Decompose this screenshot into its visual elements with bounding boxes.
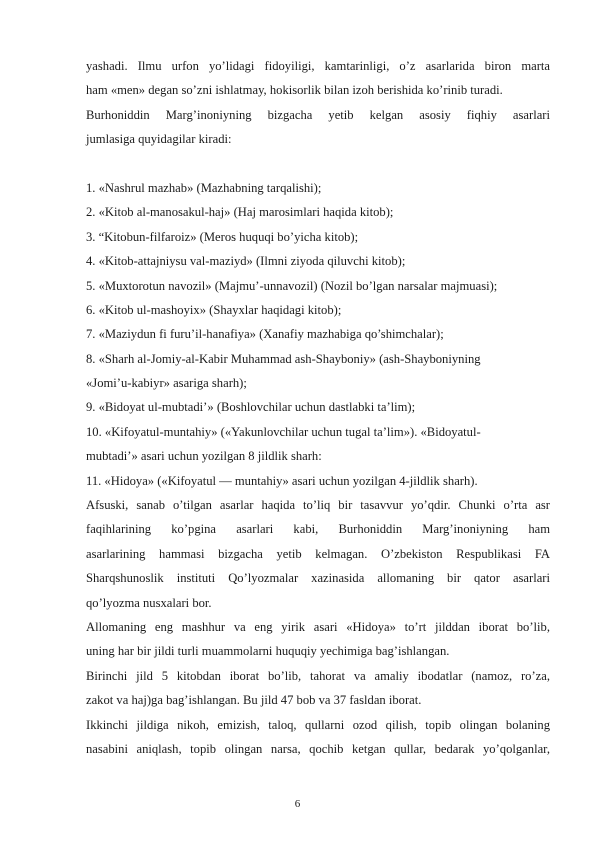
text-line: nasabini aniqlash, topib olingan narsa, qochib ketgan qullar, bedarak yo’qolganlar, [86, 741, 550, 756]
text-line: Allomaning eng mashhur va eng yirik asari «Hidoya» to’rt jilddan iborat bo’lib, [86, 619, 550, 634]
text-line: zakot va haj)ga bag’ishlangan. Bu jild 47 bob va 37 fasldan iborat. [86, 693, 422, 708]
text-line: 1. «Nashrul mazhab» (Mazhabning tarqalishi); [86, 180, 322, 195]
text-line: 2. «Kitob al-manosakul-haj» (Haj marosimlari haqida kitob); [86, 205, 394, 220]
text-line: Sharqshunoslik instituti Qo’lyozmalar xazinasida allomaning bir qator asarlari [86, 571, 550, 586]
text-line [86, 152, 550, 176]
text-line: 8. «Sharh al-Jomiy-al-Kabir Muhammad ash-Shayboniy» (ash-Shayboniyning [86, 351, 481, 366]
text-line: 3. “Kitobun-filfaroiz» (Meros huquqi bo’yicha kitob); [86, 229, 359, 244]
page-body-text [86, 54, 550, 761]
text-line: 11. «Hidoya» («Kifoyatul — muntahiy» asari uchun yozilgan 4-jildlik sharh). [86, 473, 478, 488]
text-line: uning har bir jildi turli muammolarni huquqiy yechimiga bag’ishlangan. [86, 644, 450, 659]
text-line: ham «men» degan so’zni ishlatmay, hokisorlik bilan izoh berishida ko’rinib turadi. [86, 83, 503, 98]
text-line: 9. «Bidoyat ul-mubtadi’» (Boshlovchilar uchun dastlabki ta’lim); [86, 400, 416, 415]
text-line: Afsuski, sanab o’tilgan asarlar haqida to’liq bir tasavvur yo’qdir. Chunki o’rta asr [86, 498, 550, 513]
text-line: 6. «Kitob ul-mashoyix» (Shayxlar haqidagi kitob); [86, 302, 342, 317]
text-line: asarlarining hammasi bizgacha yetib kelmagan. O’zbekiston Respublikasi FA [86, 546, 550, 561]
text-line: 4. «Kitob-attajniysu val-maziyd» (Ilmni ziyoda qiluvchi kitob); [86, 254, 406, 269]
text-line: 7. «Maziydun fi furu’il-hanafiya» (Xanafiy mazhabiga qo’shimchalar); [86, 327, 444, 342]
text-line: mubtadi’» asari uchun yozilgan 8 jildlik sharh: [86, 449, 322, 464]
text-line: 5. «Muxtorotun navozil» (Majmu’-unnavozil) (Nozil bo’lgan narsalar majmuasi); [86, 278, 498, 293]
text-line: yashadi. Ilmu urfon yo’lidagi fidoyiligi, kamtarinligi, o’z asarlarida biron marta [86, 59, 550, 73]
text-line: 10. «Kifoyatul-muntahiy» («Yakunlovchilar uchun tugal ta’lim»). «Bidoyatul- [86, 424, 481, 439]
text-line: Ikkinchi jildiga nikoh, emizish, taloq, qullarni ozod qilish, topib olingan bolaning [86, 717, 550, 732]
text-line: faqihlarining ko’pgina asarlari kabi, Burhoniddin Marg’inoniyning ham [86, 522, 550, 537]
text-line: «Jomi’u-kabiyr» asariga sharh); [86, 376, 247, 391]
text-line: Burhoniddin Marg’inoniyning bizgacha yetib kelgan asosiy fiqhiy asarlari [86, 107, 550, 122]
text-line: qo’lyozma nusxalari bor. [86, 595, 212, 610]
text-line: jumlasiga quyidagilar kiradi: [86, 132, 232, 147]
text-line: Birinchi jild 5 kitobdan iborat bo’lib, tahorat va amaliy ibodatlar (namoz, ro’za, [86, 668, 550, 683]
page-number: 6 [294, 798, 301, 810]
